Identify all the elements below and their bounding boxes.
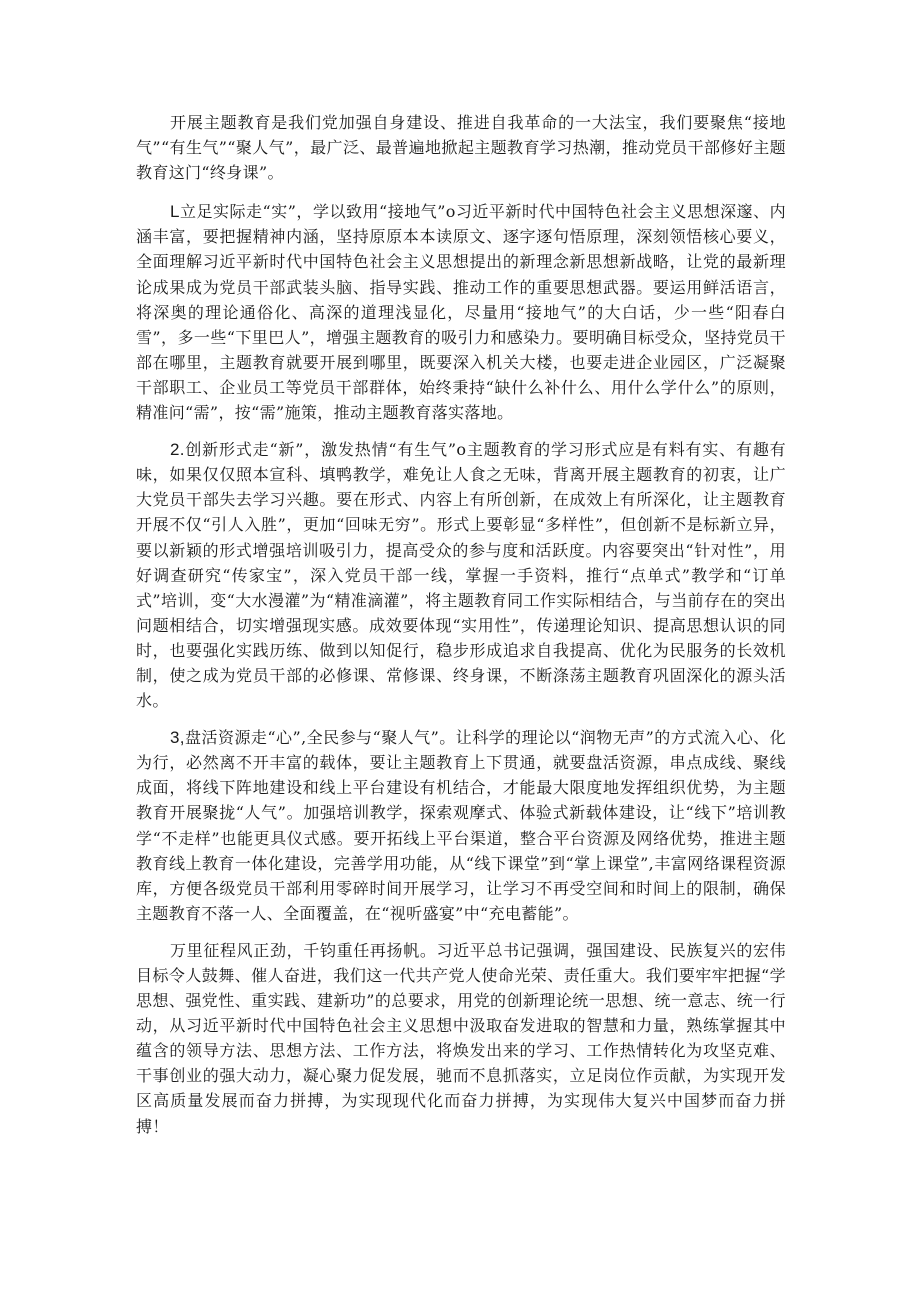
- section-paragraph-3: [136, 725, 786, 926]
- article-body: [136, 110, 786, 1151]
- section-paragraph-1: [136, 199, 786, 425]
- section-number-1: L: [170, 202, 180, 222]
- conclusion-paragraph: 万里征程风正劲，千钧重任再扬帆。习近平总书记强调，强国建设、民族复兴的宏伟目标令人鼓舞、催人奋进，我们这一代共产党人使命光荣、责任重大。我们要牢牢把握“学思想、强党性、重实践、建新功”的总要求，用党的创新理论统一思想、统一意志、统一行动，从习近平新时代中国特色社会主义思想中汲取奋发进取的智慧和力量，熟练掌握其中蕴含的领导方法、思想方法、工作方法，将焕发出来的学习、工作热情转化为攻坚克难、干事创业的强大动力，凝心聚力促发展，驰而不息抓落实，立足岗位作贡献，为实现开发区高质量发展而奋力拼搏，为实现现代化而奋力拼搏，为实现伟大复兴中国梦而奋力拼搏！: [136, 940, 786, 1136]
- section-paragraph-2: [136, 437, 786, 713]
- section-number-2: 2.: [170, 440, 185, 460]
- section-text-3: 盘活资源走“心”,全民参与“聚人气”。让科学的理论以“润物无声”的方式流入心、化为行，必然离不开丰富的载体，要让主题教育上下贯通，就要盘活资源，串点成线、聚线成面，将线下阵地建设和线上平台建设有机结合，才能最大限度地发挥组织优势，为主题教育开展聚拢“人气”。加强培训教学，探索观摩式、体验式新载体建设，让“线下”培训教学“不走样”也能更具仪式感。要开拓线上平台渠道，整合平台资源及网络优势，推进主题教育线上教育一体化建设，完善学用功能，从“线下课堂”到“掌上课堂”,丰富网络课程资源库，方便各级党员干部利用零碎时间开展学习，让学习不再受空间和时间上的限制，确保主题教育不落一人、全面覆盖，在“视听盛宴”中“充电蓄能”。: [136, 728, 786, 923]
- section-number-3: 3,: [170, 728, 185, 748]
- intro-paragraph: 开展主题教育是我们党加强自身建设、推进自我革命的一大法宝，我们要聚焦“接地气”“有生气”“聚人气”，最广泛、最普遍地掀起主题教育学习热潮，推动党员干部修好主题教育这门“终身课”。: [136, 113, 786, 183]
- section-text-1: 立足实际走“实”，学以致用“接地气”o习近平新时代中国特色社会主义思想深邃、内涵丰富，要把握精神内涵，坚持原原本本读原文、逐字逐句悟原理，深刻领悟核心要义，全面理解习近平新时代中国特色社会主义思想提出的新理念新思想新战略，让党的最新理论成果成为党员干部武装头脑、指导实践、推动工作的重要思想武器。要运用鲜活语言，将深奥的理论通俗化、高深的道理浅显化，尽量用“接地气”的大白话，少一些“阳春白雪”，多一些“下里巴人”，增强主题教育的吸引力和感染力。要明确目标受众，坚持党员干部在哪里，主题教育就要开展到哪里，既要深入机关大楼，也要走进企业园区，广泛凝聚干部职工、企业员工等党员干部群体，始终秉持“缺什么补什么、用什么学什么”的原则，精准问“需”，按“需”施策，推动主题教育落实落地。: [136, 202, 786, 423]
- section-text-2: 创新形式走“新”，激发热情“有生气”o主题教育的学习形式应是有料有实、有趣有味，如果仅仅照本宣科、填鸭教学，难免让人食之无味，背离开展主题教育的初衷，让广大党员干部失去学习兴趣。要在形式、内容上有所创新，在成效上有所深化，让主题教育开展不仅“引人入胜”，更加“回味无穷”。形式上要彰显“多样性”，但创新不是标新立异，要以新颖的形式增强培训吸引力，提高受众的参与度和活跃度。内容要突出“针对性”，用好调查研究“传家宝”，深入党员干部一线，掌握一手资料，推行“点单式”教学和“订单式”培训，变“大水漫灌”为“精准滴灌”，将主题教育同工作实际相结合，与当前存在的突出问题相结合，切实增强现实感。成效要体现“实用性”，传递理论知识、提高思想认识的同时，也要强化实践历练、做到以知促行，稳步形成追求自我提高、优化为民服务的长效机制，使之成为党员干部的必修课、常修课、终身课，不断涤荡主题教育巩固深化的源头活水。: [136, 440, 786, 711]
